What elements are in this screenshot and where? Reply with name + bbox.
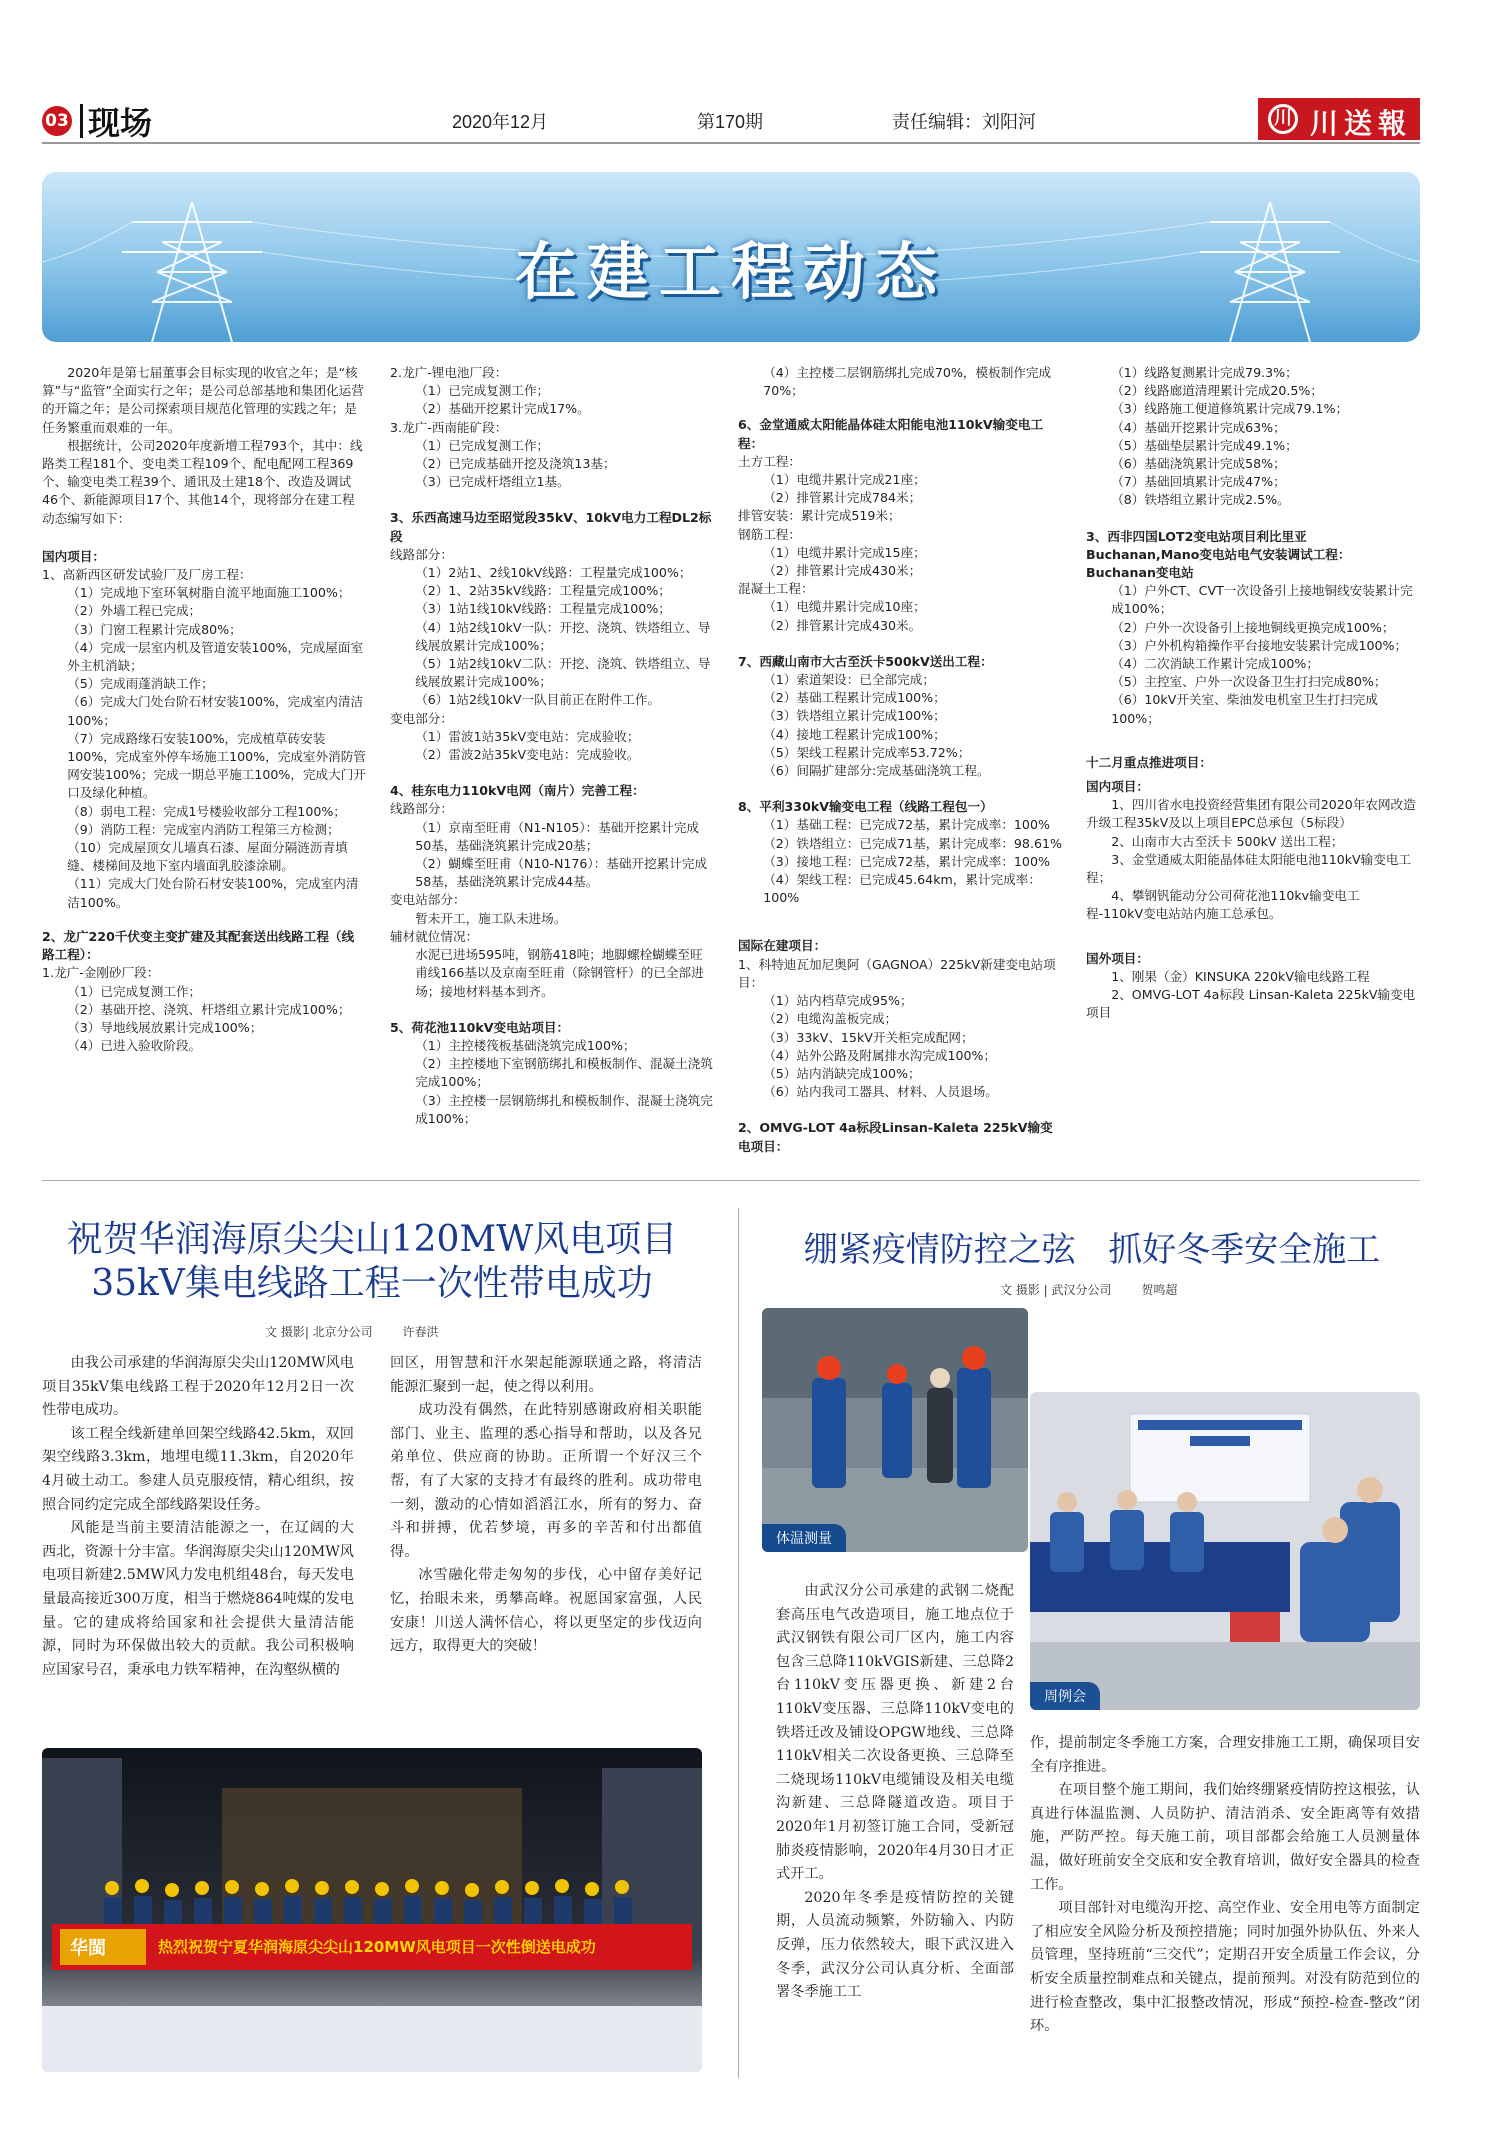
sub-title: 混凝土工程： <box>738 581 814 597</box>
list-item: （5）完成雨蓬消缺工作； <box>67 676 214 692</box>
article2-photo-meeting <box>1030 1392 1420 1710</box>
photo-caption: 周例会 <box>1030 1682 1100 1710</box>
sub-title: 线路部分： <box>390 801 453 817</box>
december-domestic-heading: 国内项目： <box>1086 779 1149 795</box>
list-item: （1）户外CT、CVT一次设备引上接地铜线安装累计完成100%； <box>1111 583 1413 617</box>
sub-title: 线路部分： <box>390 546 453 562</box>
column-1 <box>42 364 366 1055</box>
intro-paragraph: 根据统计，公司2020年度新增工程793个，其中：线路类工程181个、变电类工程109个、配电配网工程369个、输变电类工程39个、通讯及土建18个、改造及调试46个、新能源项目17个、其他14个，现将部分在建工程动态编写如下： <box>42 437 363 526</box>
sub-title: 1.龙广-金刚砂厂段： <box>42 965 160 981</box>
list-item: 2、OMVG-LOT 4a标段 Linsan-Kaleta 225kV输变电项目 <box>1086 987 1416 1021</box>
list-item: （2）排管累计完成784米； <box>763 490 922 506</box>
list-item: （3）导地线展放累计完成100%； <box>67 1019 263 1035</box>
list-item: （3）线路施工便道修筑累计完成79.1%； <box>1111 401 1349 417</box>
list-item: （5）基础垫层累计完成49.1%； <box>1111 437 1298 453</box>
sub-title: 辅材就位情况： <box>390 928 479 944</box>
list-item: （1）电缆井累计完成15座； <box>763 544 926 560</box>
page-number: 03 <box>42 106 72 136</box>
byline-author: 贺鸣超 <box>1141 1283 1178 1297</box>
article2-title: 绷紧疫情防控之弦 抓好冬季安全施工 <box>803 1230 1381 1270</box>
list-item: （3）主控楼一层钢筋绑扎和模板制作、混凝土浇筑完成100%； <box>415 1092 713 1126</box>
list-item: （2）户外一次设备引上接地铜线更换完成100%； <box>1111 619 1395 635</box>
list-item: （4）已进入验收阶段。 <box>67 1038 202 1054</box>
list-item: 4、攀钢钒能动分公司荷花池110kv输变电工程-110kV变电站站内施工总承包。 <box>1086 888 1360 922</box>
article-paragraph: 作，提前制定冬季施工方案，合理安排施工工期，确保项目安全有序推进。 <box>1030 1735 1420 1775</box>
december-international-heading: 国外项目： <box>1086 950 1149 966</box>
article1-byline <box>265 1323 439 1340</box>
article1-title-line: 祝贺华润海原尖尖山120MW风电项目 <box>66 1219 678 1260</box>
article-paragraph: 回区，用智慧和汗水架起能源联通之路，将清洁能源汇聚到一起，使之得以利用。 <box>390 1355 702 1395</box>
domestic-heading: 国内项目： <box>42 548 105 564</box>
article2-byline <box>1000 1281 1177 1298</box>
list-item: （1）已完成复测工作； <box>67 983 202 999</box>
byline-label: 文 摄影 | 武汉分公司 <box>1000 1283 1112 1297</box>
list-item: （2）雷波2站35kV变电站：完成验收。 <box>415 747 640 763</box>
list-item: （11）完成大门处台阶石材安装100%，完成室内清洁100%。 <box>67 876 359 910</box>
december-heading: 十二月重点推进项目： <box>1086 754 1212 770</box>
list-item: （4）完成一层室内机及管道安装100%，完成屋面室外主机消缺； <box>67 639 364 674</box>
editor-credit: 责任编辑：刘阳河 <box>892 112 1036 132</box>
project-title: 3、西非四国LOT2变电站项目利比里亚Buchanan,Mano变电站电气安装调试工程： <box>1086 528 1351 562</box>
page-header <box>42 98 1420 142</box>
project-title: 6、金堂通威太阳能晶体硅太阳能电池110kV输变电工程： <box>738 417 1044 451</box>
list-item: （1）索道架设：已全部完成； <box>763 672 935 688</box>
list-item: （3）铁塔组立累计完成100%； <box>763 708 946 724</box>
list-item: （7）完成路缘石安装100%，完成植草砖安装100%，完成室外停车场施工100%，完成室外消防管网安装100%；完成一期总平施工100%，完成大门开口及绿化种植。 <box>67 730 366 801</box>
list-item: （2）线路廊道清理累计完成20.5%； <box>1111 383 1323 399</box>
list-item: （1）已完成复测工作； <box>415 383 550 399</box>
section-banner <box>42 172 1420 342</box>
article2-column-right <box>1030 1732 1420 2039</box>
list-item: （2）基础工程累计完成100%； <box>763 690 946 706</box>
list-item: （3）户外机构箱操作平台接地安装累计完成100%； <box>1111 637 1408 653</box>
list-item: （6）基础浇筑累计完成58%； <box>1111 456 1286 472</box>
sub-title: Buchanan变电站 <box>1086 565 1194 581</box>
list-item: （9）消防工程：完成室内消防工程第三方检测； <box>67 821 340 837</box>
article-paragraph: 该工程全线新建单回架空线路42.5km，双回架空线路3.3km，地埋电缆11.3km，自2020年4月破土动工。参建人员克服疫情，精心组织，按照合同约定完成全部线路架设任务。 <box>42 1425 354 1513</box>
intro-paragraph: 2020年是第七届董事会目标实现的收官之年；是“核算”与“监管”全面实行之年；是公司总部基地和集团化运营的开篇之年；是公司探索项目规范化管理的实践之年；是任务繁重而艰难的一年。 <box>42 365 364 435</box>
list-item: （2）蝴蝶至旺甫（N10-N176）：基础开挖累计完成58基，基础浇筑累计完成44基。 <box>415 856 708 890</box>
logo-text: 川送報 <box>1310 107 1413 140</box>
international-heading: 国际在建项目： <box>738 938 827 954</box>
list-item: （8）弱电工程：完成1号楼验收部分工程100%； <box>67 803 346 819</box>
project-title: 1、高新西区研发试验厂及厂房工程： <box>42 567 252 583</box>
article2-photo-temperature <box>762 1308 1028 1552</box>
list-item: （4）二次消缺工作累计完成100%； <box>1111 656 1319 672</box>
byline-label: 文 摄影| 北京分公司 <box>265 1325 373 1339</box>
byline-author: 许春洪 <box>402 1325 439 1339</box>
photo-company-logo: 华閩 <box>70 1938 106 1959</box>
list-item: （2）基础开挖、浇筑、杆塔组立累计完成100%； <box>67 1001 351 1017</box>
project-title: 3、乐西高速马边至昭觉段35kV、10kV电力工程DL2标段 <box>390 510 712 544</box>
list-item: （6）站内我司工器具、材料、人员退场。 <box>763 1084 998 1100</box>
list-item: （1）基础工程：已完成72基，累计完成率：100% <box>763 817 1050 833</box>
article1-title <box>42 1218 702 1306</box>
article-paragraph: 风能是当前主要清洁能源之一，在辽阔的大西北，资源十分丰富。华润海原尖尖山120MW风电项目新建2.5MW风力发电机组48台，每天发电量最高接近300万度，相当于燃烧864吨煤的发电量。它的建成将给国家和社会提供大量清洁能源，同时为环保做出较大的贡献。我公司积极响应国家号召，秉承电力铁军精神，在沟壑纵横的 <box>42 1520 354 1678</box>
column-3 <box>738 364 1062 1156</box>
list-item: 1、刚果（金）KINSUKA 220kV输电线路工程 <box>1111 968 1370 984</box>
list-item: （5）1站2线10kV二队：开挖、浇筑、铁塔组立、导线展放累计完成100%； <box>415 656 711 690</box>
list-item: 暂未开工，施工队未进场。 <box>415 910 567 926</box>
list-item: （2）主控楼地下室钢筋绑扎和模板制作、混凝土浇筑完成100%； <box>415 1056 713 1090</box>
sub-title: 3.龙广-西南能矿段： <box>390 419 508 435</box>
list-item: 2、山南市大古至沃卡 500kV 送出工程； <box>1111 833 1344 849</box>
substation-night-photo <box>42 1748 702 2072</box>
article1-photo <box>42 1748 702 2072</box>
article-paragraph: 成功没有偶然，在此特别感谢政府相关职能部门、业主、监理的悉心指导和帮助，以及各兄弟单位、供应商的协助。正所谓一个好汉三个帮，有了大家的支持才有最终的胜利。成功带电一刻，激动的心情如滔滔江水，所有的努力、奋斗和拼搏，优若梦境，再多的辛苦和付出都值得。 <box>390 1402 702 1560</box>
project-title: 4、桂东电力110kV电网（南片）完善工程： <box>390 783 645 799</box>
sub-title: 变电站部分： <box>390 892 466 908</box>
article1-column-left <box>42 1352 354 1682</box>
list-item: （3）门窗工程累计完成80%； <box>67 621 242 637</box>
banner-title: 在建工程动态 <box>514 235 947 308</box>
header-rule <box>42 142 1420 144</box>
project-title: 5、荷花池110kV变电站项目： <box>390 1019 570 1035</box>
issue-date: 2020年12月 <box>452 112 549 132</box>
article-paragraph: 冰雪融化带走匆匆的步伐，心中留存美好记忆，抬眼未来，勇攀高峰。祝愿国家富强，人民安康！川送人满怀信心，将以更坚定的步伐迈向远方，取得更大的突破！ <box>390 1567 702 1655</box>
project-title: 2、OMVG-LOT 4a标段Linsan-Kaleta 225kV输变电项目： <box>738 1120 1053 1154</box>
list-item: （4）主控楼二层钢筋绑扎完成70%，模板制作完成70%； <box>763 365 1052 399</box>
list-item: （3）1站1线10kV线路：工程量完成100%； <box>415 601 671 617</box>
article-divider <box>738 1208 739 2078</box>
list-item: （1）电缆井累计完成21座； <box>763 472 926 488</box>
newspaper-logo <box>1258 98 1420 140</box>
list-item: （1）雷波1站35kV变电站：完成验收； <box>415 728 640 744</box>
article1-title-line: 35kV集电线路工程一次性带电成功 <box>91 1263 653 1304</box>
list-item: （5）主控室、户外一次设备卫生打扫完成80%； <box>1111 674 1387 690</box>
list-item: （3）接地工程：已完成72基，累计完成率：100% <box>763 853 1050 869</box>
list-item: （7）基础回填累计完成47%； <box>1111 474 1286 490</box>
logo-emblem-icon: 川 <box>1268 104 1298 134</box>
article2-column-left <box>776 1580 1014 2005</box>
list-item: （1）主控楼筏板基础浇筑完成100%； <box>415 1037 636 1053</box>
list-item: （2）已完成基础开挖及浇筑13基； <box>415 456 616 472</box>
list-item: （5）站内消缺完成100%； <box>763 1065 921 1081</box>
weekly-meeting-photo <box>1030 1392 1420 1710</box>
list-item: （6）间隔扩建部分:完成基础浇筑工程。 <box>763 763 990 779</box>
list-item: （8）铁塔组立累计完成2.5%。 <box>1111 492 1290 508</box>
photo-banner-text: 热烈祝贺宁夏华润海原尖尖山120MW风电项目一次性倒送电成功 <box>158 1938 596 1956</box>
project-title: 8、平利330kV输变电工程（线路工程包一） <box>738 799 993 815</box>
section-separator <box>42 1180 1420 1181</box>
list-item: （1）2站1、2线10kV线路：工程量完成100%； <box>415 565 692 581</box>
list-item: （6）1站2线10kV一队目前正在附件工作。 <box>415 692 661 708</box>
list-item: （1）站内档草完成95%； <box>763 993 913 1009</box>
column-4 <box>1086 364 1416 1023</box>
list-item: （3）33kV、15kV开关柜完成配网； <box>763 1029 974 1045</box>
article-paragraph: 由武汉分公司承建的武钢二烧配套高压电气改造项目，施工地点位于武汉钢铁有限公司厂区内，施工内容包含三总降110kVGIS新建、三总降2台110kV变压器更换、新建2台110kV变压器、三总降110kV变电的铁塔迁改及铺设OPGW地线、三总降110kV相关二次设备更换、三总降至二烧现场110kV电缆铺设及相关电缆沟新建、三总降隧道改造。项目于2020年1月初签订施工合同，受新冠肺炎疫情影响，2020年4月30日才正式开工。 <box>776 1583 1014 1883</box>
list-item: （4）1站2线10kV一队：开挖、浇筑、铁塔组立、导线展放累计完成100%； <box>415 619 711 653</box>
temperature-check-photo <box>762 1308 1028 1552</box>
list-item: （4）架线工程：已完成45.64km，累计完成率：100% <box>763 872 1041 906</box>
list-item: （6）10kV开关室、柴油发电机室卫生打扫完成100%； <box>1111 692 1378 726</box>
list-item: 3、金堂通威太阳能晶体硅太阳能电池110kV输变电工程； <box>1086 851 1412 886</box>
article-paragraph: 项目部针对电缆沟开挖、高空作业、安全用电等方面制定了相应安全风险分析及预控措施；同时加强外协队伍、外来人员管理，坚持班前“三交代”；定期召开安全质量工作会议，分析安全质量控制难点和关键点，提前预判。对没有防范到位的进行检查整改，集中汇报整改情况，形成“预控-检查-整改”闭环。 <box>1030 1900 1420 2035</box>
list-item: （10）完成屋顶女儿墙真石漆、屋面分隔涟沥青填缝、楼梯间及地下室内墙面乳胶漆涂刷。 <box>67 840 348 874</box>
list-item: （1）电缆井累计完成10座； <box>763 599 926 615</box>
list-item: （2）电缆沟盖板完成； <box>763 1011 898 1027</box>
project-title: 1、科特迪瓦加尼奥阿（GAGNOA）225kV新建变电站项目： <box>738 956 1056 990</box>
column-2 <box>390 364 714 1128</box>
list-item: （2）铁塔组立：已完成71基，累计完成率：98.61% <box>763 835 1062 851</box>
list-item: （3）已完成杆塔组立1基。 <box>415 474 570 490</box>
list-item: 水泥已进场595吨，钢筋418吨；地脚螺栓蝴蝶至旺甫线166基以及京南至旺甫（除钢管杆）的已全部进场；接地材料基本到齐。 <box>415 947 704 999</box>
list-item: （6）完成大门处台阶石材安装100%，完成室内清洁100%； <box>67 694 364 728</box>
list-item: （2）基础开挖累计完成17%。 <box>415 401 590 417</box>
list-item: （5）架线工程累计完成率53.72%； <box>763 744 971 760</box>
list-item: （4）站外公路及附属排水沟完成100%； <box>763 1047 997 1063</box>
article-paragraph: 由我公司承建的华润海原尖尖山120MW风电项目35kV集电线路工程于2020年12月2日一次性带电成功。 <box>42 1355 354 1419</box>
list-item: （2）排管累计完成430米； <box>763 563 922 579</box>
section-name: 现场 <box>88 104 153 142</box>
list-item: （2）1、2站35kV线路：工程量完成100%； <box>415 583 671 599</box>
list-item: （2）排管累计完成430米。 <box>763 617 922 633</box>
project-title: 2、龙广220千伏变主变扩建及其配套送出线路工程（线路工程）： <box>42 928 355 963</box>
photo-caption: 体温测量 <box>762 1524 846 1552</box>
sub-title: 土方工程： <box>738 453 801 469</box>
article-paragraph: 2020年冬季是疫情防控的关键期，人员流动频繁，外防输入、内防反弹，压力依然较大，眼下武汉进入冬季，武汉分公司认真分析、全面部署冬季施工工 <box>776 1889 1014 2001</box>
list-item: （1）完成地下室环氧树脂自流平地面施工100%； <box>67 585 351 601</box>
list-item: （1）京南至旺甫（N1-N105）：基础开挖累计完成50基，基础浇筑累计完成20基； <box>415 819 700 853</box>
list-item: 1、四川省水电投资经营集团有限公司2020年农网改造升级工程35kV及以上项目EPC总承包（5标段） <box>1086 797 1416 831</box>
list-item: （4）基础开挖累计完成63%； <box>1111 419 1286 435</box>
sub-title: 排管安装：累计完成519米； <box>738 508 901 524</box>
list-item: （1）已完成复测工作； <box>415 437 550 453</box>
article-paragraph: 在项目整个施工期间，我们始终绷紧疫情防控这根弦，认真进行体温监测、人员防护、清洁消杀、安全距离等有效措施，严防严控。每天施工前，项目部都会给施工人员测量体温，做好班前安全交底和安全教育培训，做好安全器具的检查工作。 <box>1030 1782 1420 1893</box>
sub-title: 2.龙广-锂电池厂段： <box>390 365 508 380</box>
issue-number: 第170期 <box>697 112 764 132</box>
sub-title: 变电部分： <box>390 710 453 726</box>
section-divider <box>80 104 83 138</box>
article1-column-right <box>390 1352 702 1659</box>
list-item: （1）线路复测累计完成79.3%； <box>1111 365 1298 380</box>
sub-title: 钢筋工程： <box>738 526 801 542</box>
list-item: （2）外墙工程已完成； <box>67 603 202 619</box>
list-item: （4）接地工程累计完成100%； <box>763 726 946 742</box>
project-title: 7、西藏山南市大古至沃卡500kV送出工程： <box>738 653 993 669</box>
